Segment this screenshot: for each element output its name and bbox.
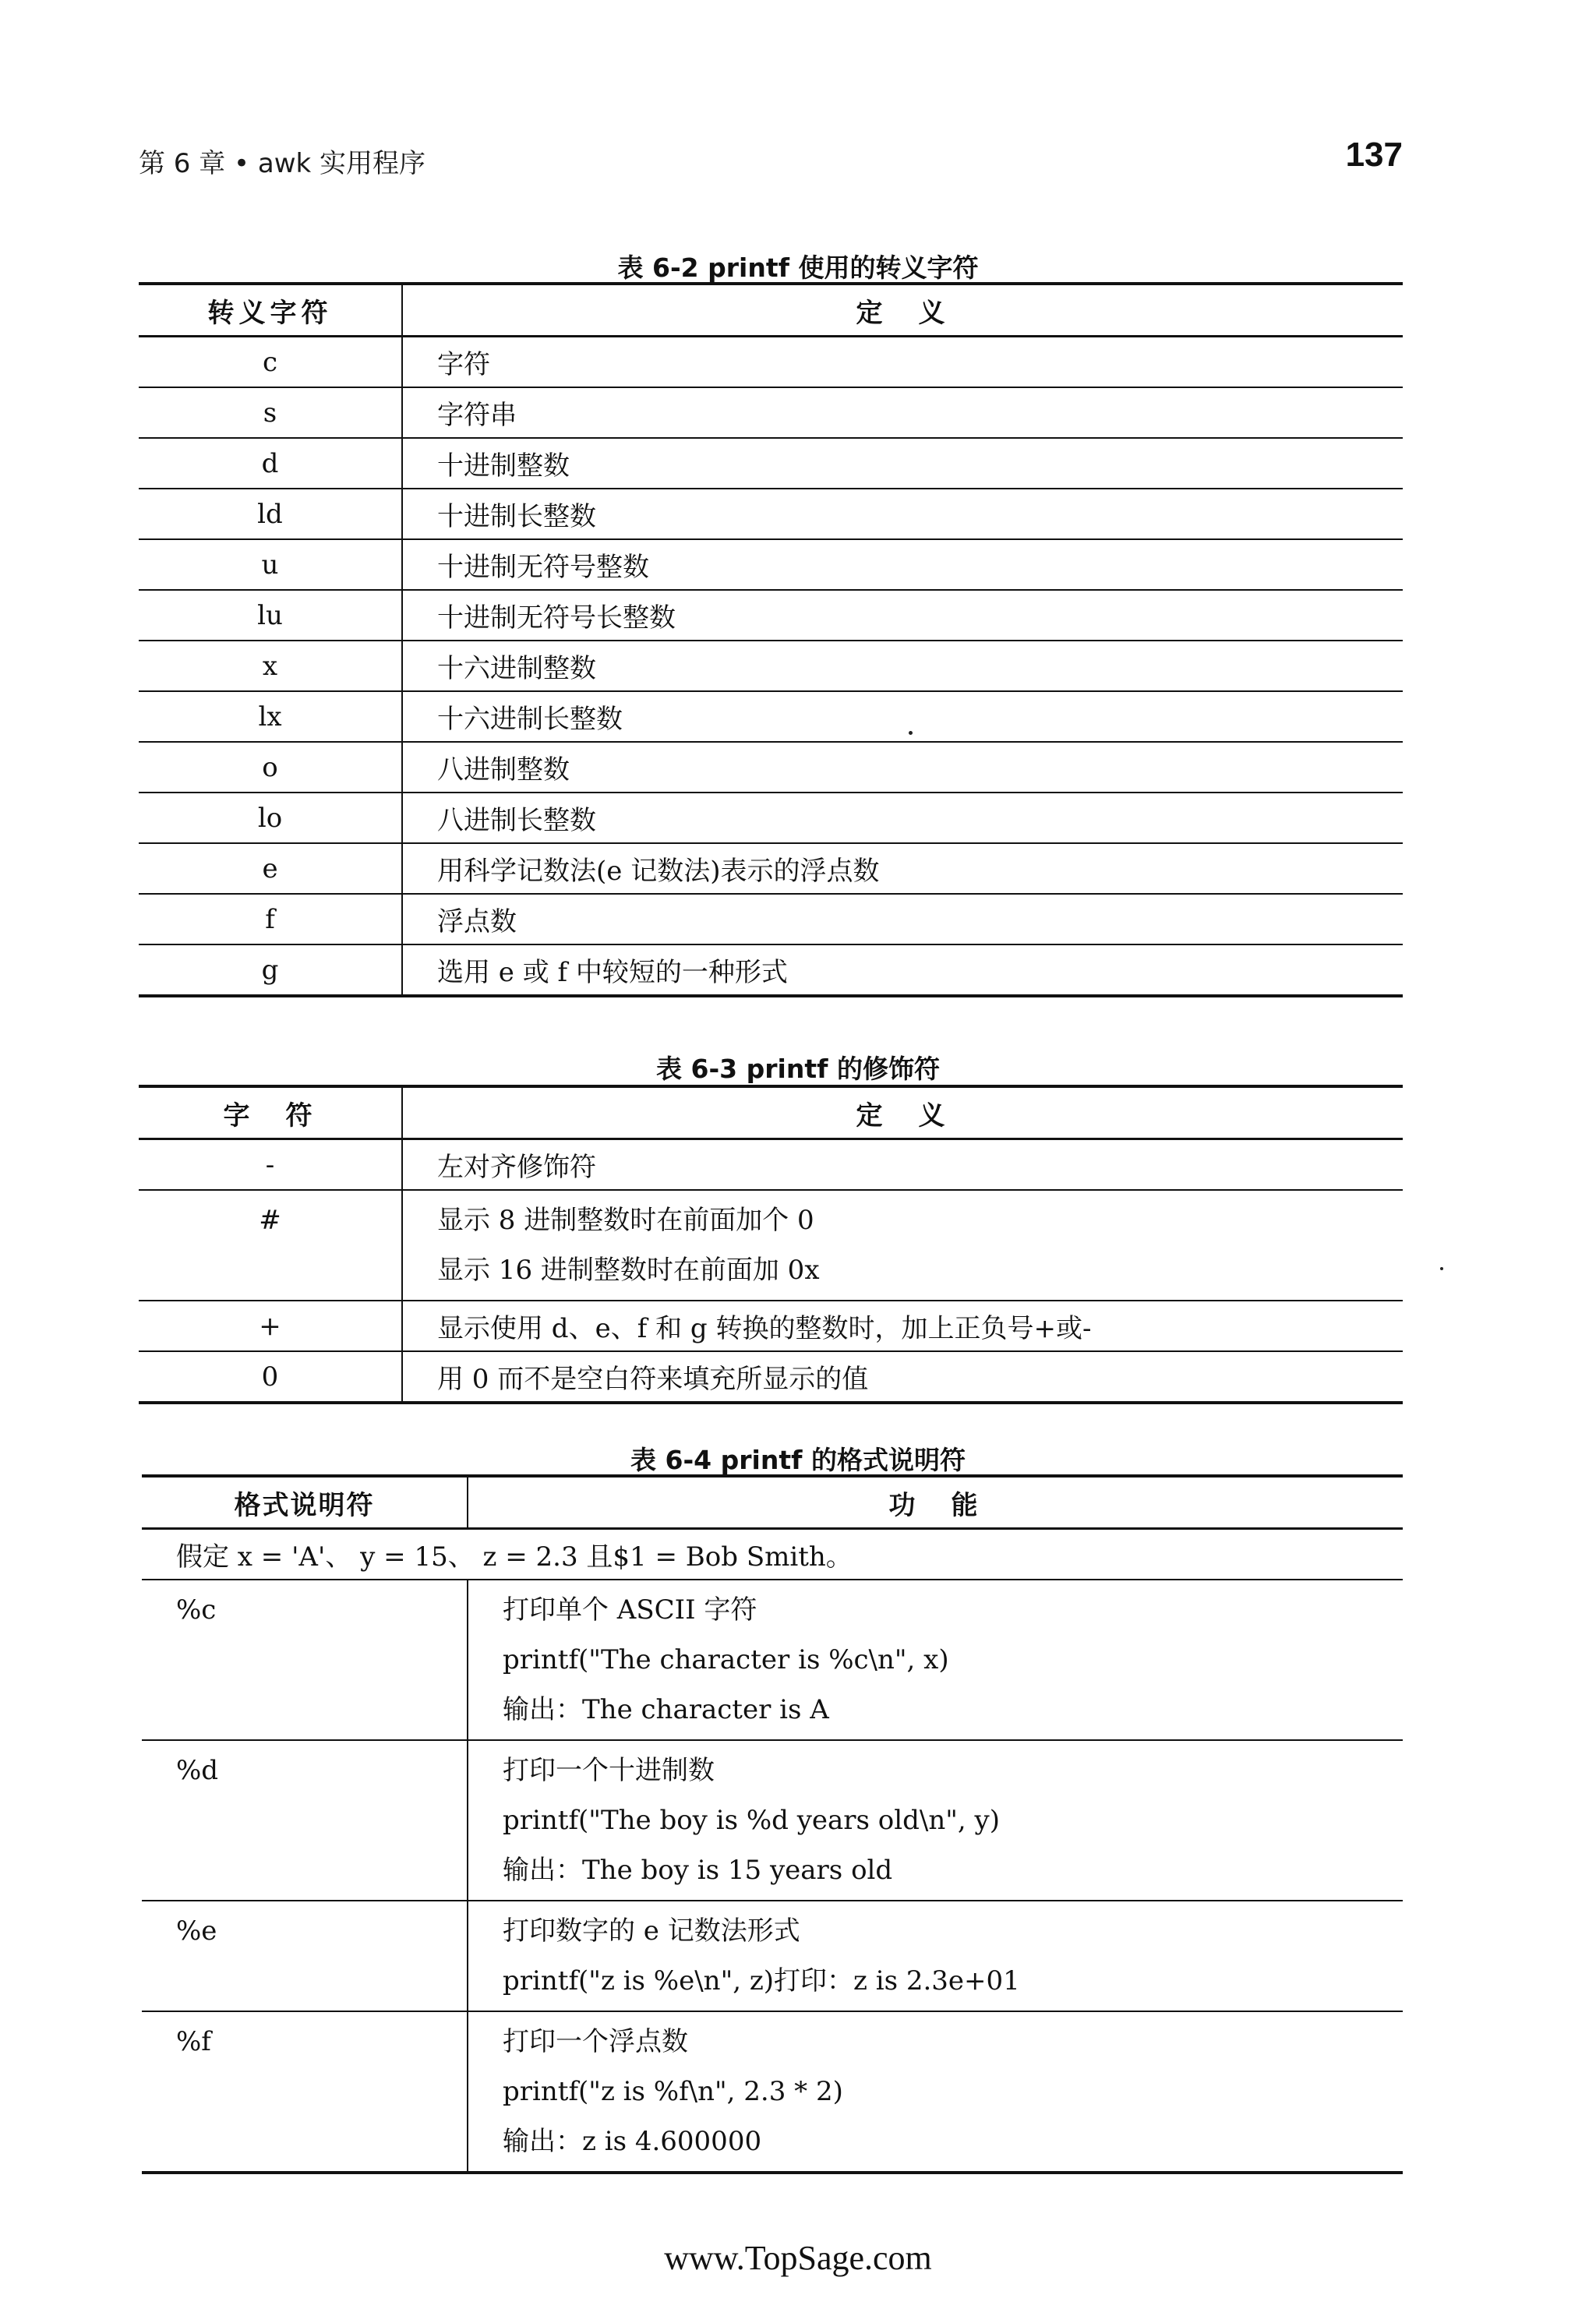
function-line: 打印一个十进制数: [503, 1755, 715, 1786]
definition-line: 显示 8 进制整数时在前面加个 0: [437, 1205, 814, 1236]
escape-char: x: [139, 641, 402, 691]
table-6-4-header-spec: 格式说明符: [142, 1476, 468, 1529]
table-row: [139, 894, 1403, 944]
chapter-header: 第 6 章 • awk 实用程序: [139, 148, 426, 179]
table-6-4-header-function: 功 能: [468, 1476, 1403, 1529]
table-row: [139, 539, 1403, 590]
definition: 八进制长整数: [402, 793, 1403, 843]
function: [468, 1580, 1403, 1740]
modifier-char: #: [139, 1190, 402, 1301]
definition: 十六进制整数: [402, 641, 1403, 691]
definition: 字符: [402, 337, 1403, 388]
escape-char: o: [139, 742, 402, 793]
table-row: [139, 438, 1403, 489]
format-spec: %d: [142, 1740, 468, 1901]
table-row: [139, 742, 1403, 793]
function: [468, 1901, 1403, 2011]
escape-char: lu: [139, 590, 402, 641]
scan-speck: [1440, 1267, 1443, 1270]
function-line: printf("The character is %c\n", x): [503, 1644, 949, 1675]
table-row: [139, 843, 1403, 894]
escape-char: ld: [139, 489, 402, 539]
definition: 浮点数: [402, 894, 1403, 944]
function: [468, 2011, 1403, 2173]
format-spec: %c: [142, 1580, 468, 1740]
function-line: printf("z is %e\n", z)打印：z is 2.3e+01: [503, 1965, 1020, 1996]
table-6-4-caption: 表 6-4 printf 的格式说明符: [630, 1445, 966, 1475]
table-row: [142, 1740, 1403, 1901]
table-row: [142, 1529, 1403, 1580]
table-6-3-header-char: 字 符: [139, 1086, 402, 1139]
table-row: [142, 1580, 1403, 1740]
escape-char: lo: [139, 793, 402, 843]
definition: 显示使用 d、e、f 和 g 转换的整数时，加上正负号+或-: [402, 1301, 1403, 1351]
table-row: [139, 337, 1403, 388]
table-row: [139, 793, 1403, 843]
function-line: 输出：z is 4.600000: [503, 2126, 762, 2157]
table-6-2: [139, 282, 1403, 997]
escape-char: e: [139, 843, 402, 894]
table-6-2-header-definition: 定 义: [402, 284, 1403, 337]
table-row: [142, 2011, 1403, 2173]
table-6-3: [139, 1085, 1403, 1404]
definition: 选用 e 或 f 中较短的一种形式: [437, 957, 788, 988]
scan-speck: [909, 731, 913, 735]
definition: [402, 1190, 1403, 1301]
footer-url: www.TopSage.com: [664, 2239, 932, 2277]
definition: 左对齐修饰符: [402, 1139, 1403, 1191]
escape-char: lx: [139, 691, 402, 742]
escape-char: c: [139, 337, 402, 388]
function-line: 打印一个浮点数: [503, 2026, 688, 2057]
definition: 用 0 而不是空白符来填充所显示的值: [437, 1364, 869, 1395]
table-6-4: [142, 1474, 1403, 2174]
function-line: 打印数字的 e 记数法形式: [503, 1915, 800, 1947]
table-row: [139, 944, 1403, 996]
table-row: [139, 387, 1403, 438]
escape-char: f: [139, 894, 402, 944]
definition: 用科学记数法(e 记数法)表示的浮点数: [402, 843, 1403, 894]
table-row: [139, 1139, 1403, 1191]
table-row: [142, 1901, 1403, 2011]
table-row: [139, 691, 1403, 742]
modifier-char: -: [139, 1139, 402, 1191]
table-row: [139, 1190, 1403, 1301]
function-line: printf("The boy is %d years old\n", y): [503, 1805, 1000, 1836]
definition-line: 显示 16 进制整数时在前面加 0x: [437, 1255, 820, 1286]
table-6-2-header-escape: 转义字符: [139, 284, 402, 337]
table-row: [139, 489, 1403, 539]
format-spec: %f: [142, 2011, 468, 2173]
definition: 字符串: [402, 387, 1403, 438]
escape-char: g: [139, 944, 402, 996]
escape-char: d: [139, 438, 402, 489]
definition: 十进制整数: [402, 438, 1403, 489]
table-6-2-caption: 表 6-2 printf 使用的转义字符: [617, 252, 979, 283]
table-6-3-header-definition: 定 义: [402, 1086, 1403, 1139]
page-number: 137: [1345, 136, 1403, 174]
modifier-char: 0: [139, 1351, 402, 1403]
function-line: 打印单个 ASCII 字符: [503, 1594, 757, 1626]
escape-char: u: [139, 539, 402, 590]
definition: 十进制无符号长整数: [402, 590, 1403, 641]
modifier-char: +: [139, 1301, 402, 1351]
format-spec: %e: [142, 1901, 468, 2011]
function-line: 输出：The character is A: [503, 1694, 829, 1725]
escape-char: s: [139, 387, 402, 438]
assumption-note: 假定 x = 'A'、 y = 15、 z = 2.3 且$1 = Bob Smith。: [142, 1529, 1403, 1580]
definition: 十六进制长整数: [402, 691, 1403, 742]
definition: 十进制长整数: [402, 489, 1403, 539]
definition: 八进制整数: [402, 742, 1403, 793]
table-row: [139, 641, 1403, 691]
table-row: [139, 1301, 1403, 1351]
function-line: 输出：The boy is 15 years old: [503, 1855, 893, 1886]
table-row: [139, 590, 1403, 641]
function: [468, 1740, 1403, 1901]
function-line: printf("z is %f\n", 2.3 * 2): [503, 2076, 843, 2107]
table-row: [139, 1351, 1403, 1403]
table-6-3-caption: 表 6-3 printf 的修饰符: [656, 1054, 940, 1084]
definition: 十进制无符号整数: [402, 539, 1403, 590]
